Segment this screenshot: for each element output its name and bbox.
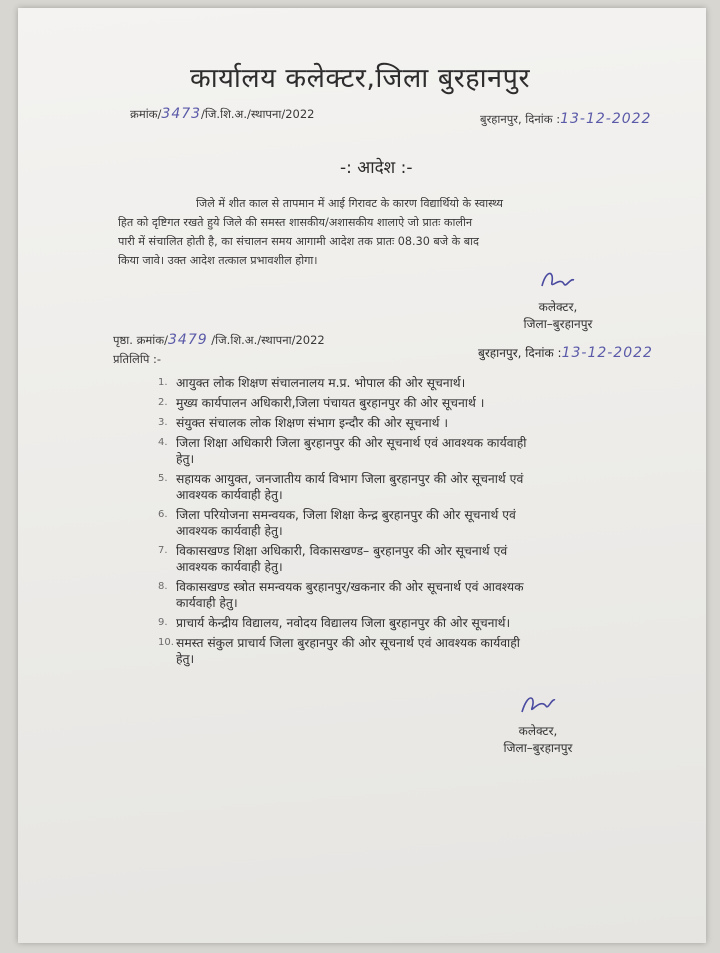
list-item-number: 7. — [158, 545, 168, 556]
body-line: हित को दृष्टिगत रखते हुये जिले की समस्त शासकीय/अशासकीय शालाऐ जो प्रातः कालीन — [118, 216, 473, 229]
list-item — [158, 635, 668, 667]
endorsement-reference — [113, 332, 325, 348]
document-page — [18, 8, 706, 943]
list-item-number: 6. — [158, 509, 168, 520]
order-body — [118, 194, 663, 270]
signature-date-label: बुरहानपुर, दिनांक : — [478, 346, 562, 360]
signature-designation: कलेक्टर, — [538, 300, 578, 314]
list-item — [158, 579, 668, 611]
list-item — [158, 543, 668, 575]
list-item-text — [176, 507, 668, 539]
signature-block-2 — [473, 690, 603, 757]
list-item-number: 10. — [158, 637, 174, 648]
list-item-line: हेतु। — [176, 652, 195, 666]
list-item-line: आवश्यक कार्यवाही हेतु। — [176, 560, 283, 574]
endorsement-prefix: पृष्ठा. क्रमांक/ — [113, 333, 168, 347]
signature-designation: कलेक्टर, — [518, 724, 558, 738]
signature-block-1 — [488, 266, 628, 333]
signature-district: जिला–बुरहानपुर — [523, 317, 593, 331]
body-line: जिले में शीत काल से तापमान में आई गिरावट के कारण विद्यार्थियो के स्वास्थ्य — [196, 197, 504, 210]
reference-line — [130, 106, 314, 122]
list-item — [158, 435, 668, 467]
list-item-line: मुख्य कार्यपालन अधिकारी,जिला पंचायत बुरहानपुर की ओर सूचनार्थ । — [176, 396, 485, 410]
reference-suffix: /जि.शि.अ./स्थापना/2022 — [201, 107, 315, 121]
list-item-line: आवश्यक कार्यवाही हेतु। — [176, 524, 283, 538]
endorsement-suffix: /जि.शि.अ./स्थापना/2022 — [207, 333, 325, 347]
list-item-text — [176, 375, 668, 391]
list-item-line: विकासखण्ड शिक्षा अधिकारी, विकासखण्ड– बुरहानपुर की ओर सूचनार्थ एवं — [176, 544, 508, 558]
body-line: किया जावे। उक्त आदेश तत्काल प्रभावशील होगा। — [118, 254, 318, 267]
list-item — [158, 375, 668, 391]
list-item-line: प्राचार्य केन्द्रीय विद्यालय, नवोदय विद्यालय जिला बुरहानपुर की ओर सूचनार्थ। — [176, 616, 511, 630]
list-item-line: आयुक्त लोक शिक्षण संचालनालय म.प्र. भोपाल की ओर सूचनार्थ। — [176, 376, 466, 390]
signature-date-value: 13-12-2022 — [561, 345, 653, 361]
signature-scribble-icon — [538, 266, 578, 294]
list-item-text — [176, 615, 668, 631]
reference-number: 3473 — [161, 106, 202, 122]
office-title: कार्यालय कलेक्टर,जिला बुरहानपुर — [190, 63, 530, 94]
endorsement-number: 3479 — [168, 332, 208, 348]
signature-district: जिला–बुरहानपुर — [503, 741, 573, 755]
reference-prefix: क्रमांक/ — [130, 107, 162, 121]
date-value: 13-12-2022 — [560, 111, 652, 127]
list-item-number: 8. — [158, 581, 168, 592]
list-item-line: कार्यवाही हेतु। — [176, 596, 238, 610]
list-item-line: हेतु। — [176, 452, 195, 466]
order-heading: -: आदेश :- — [340, 158, 413, 178]
list-item-line: जिला परियोजना समन्वयक, जिला शिक्षा केन्द्र बुरहानपुर की ओर सूचनार्थ एवं — [176, 508, 516, 522]
copy-label: प्रतिलिपि :- — [113, 352, 162, 366]
copy-list — [158, 375, 668, 671]
list-item-text — [176, 415, 668, 431]
list-item-number: 4. — [158, 437, 168, 448]
list-item-text — [176, 543, 668, 575]
list-item-line: विकासखण्ड स्त्रोत समन्वयक बुरहानपुर/खकनार की ओर सूचनार्थ एवं आवश्यक — [176, 580, 524, 594]
list-item-number: 3. — [158, 417, 168, 428]
list-item-line: सहायक आयुक्त, जनजातीय कार्य विभाग जिला बुरहानपुर की ओर सूचनार्थ एवं — [176, 472, 524, 486]
list-item — [158, 395, 668, 411]
body-line: पारी में संचालित होती है, का संचालन समय आगामी आदेश तक प्रातः 08.30 बजे के बाद — [118, 235, 479, 248]
list-item-line: संयुक्त संचालक लोक शिक्षण संभाग इन्दौर की ओर सूचनार्थ । — [176, 416, 449, 430]
date-label: बुरहानपुर, दिनांक : — [480, 112, 561, 126]
list-item-text — [176, 635, 668, 667]
list-item-line: समस्त संकुल प्राचार्य जिला बुरहानपुर की ओर सूचनार्थ एवं आवश्यक कार्यवाही — [176, 636, 520, 650]
list-item-number: 1. — [158, 377, 168, 388]
list-item-text — [176, 579, 668, 611]
list-item-line: जिला शिक्षा अधिकारी जिला बुरहानपुर की ओर सूचनार्थ एवं आवश्यक कार्यवाही — [176, 436, 527, 450]
list-item-number: 9. — [158, 617, 168, 628]
list-item-line: आवश्यक कार्यवाही हेतु। — [176, 488, 283, 502]
list-item-text — [176, 435, 668, 467]
signature-scribble-icon — [518, 690, 558, 718]
list-item — [158, 471, 668, 503]
list-item-text — [176, 395, 668, 411]
list-item — [158, 507, 668, 539]
list-item-text — [176, 471, 668, 503]
signature-date-line — [478, 344, 653, 361]
list-item-number: 2. — [158, 397, 168, 408]
date-line — [480, 111, 651, 127]
list-item-number: 5. — [158, 473, 168, 484]
list-item — [158, 415, 668, 431]
list-item — [158, 615, 668, 631]
